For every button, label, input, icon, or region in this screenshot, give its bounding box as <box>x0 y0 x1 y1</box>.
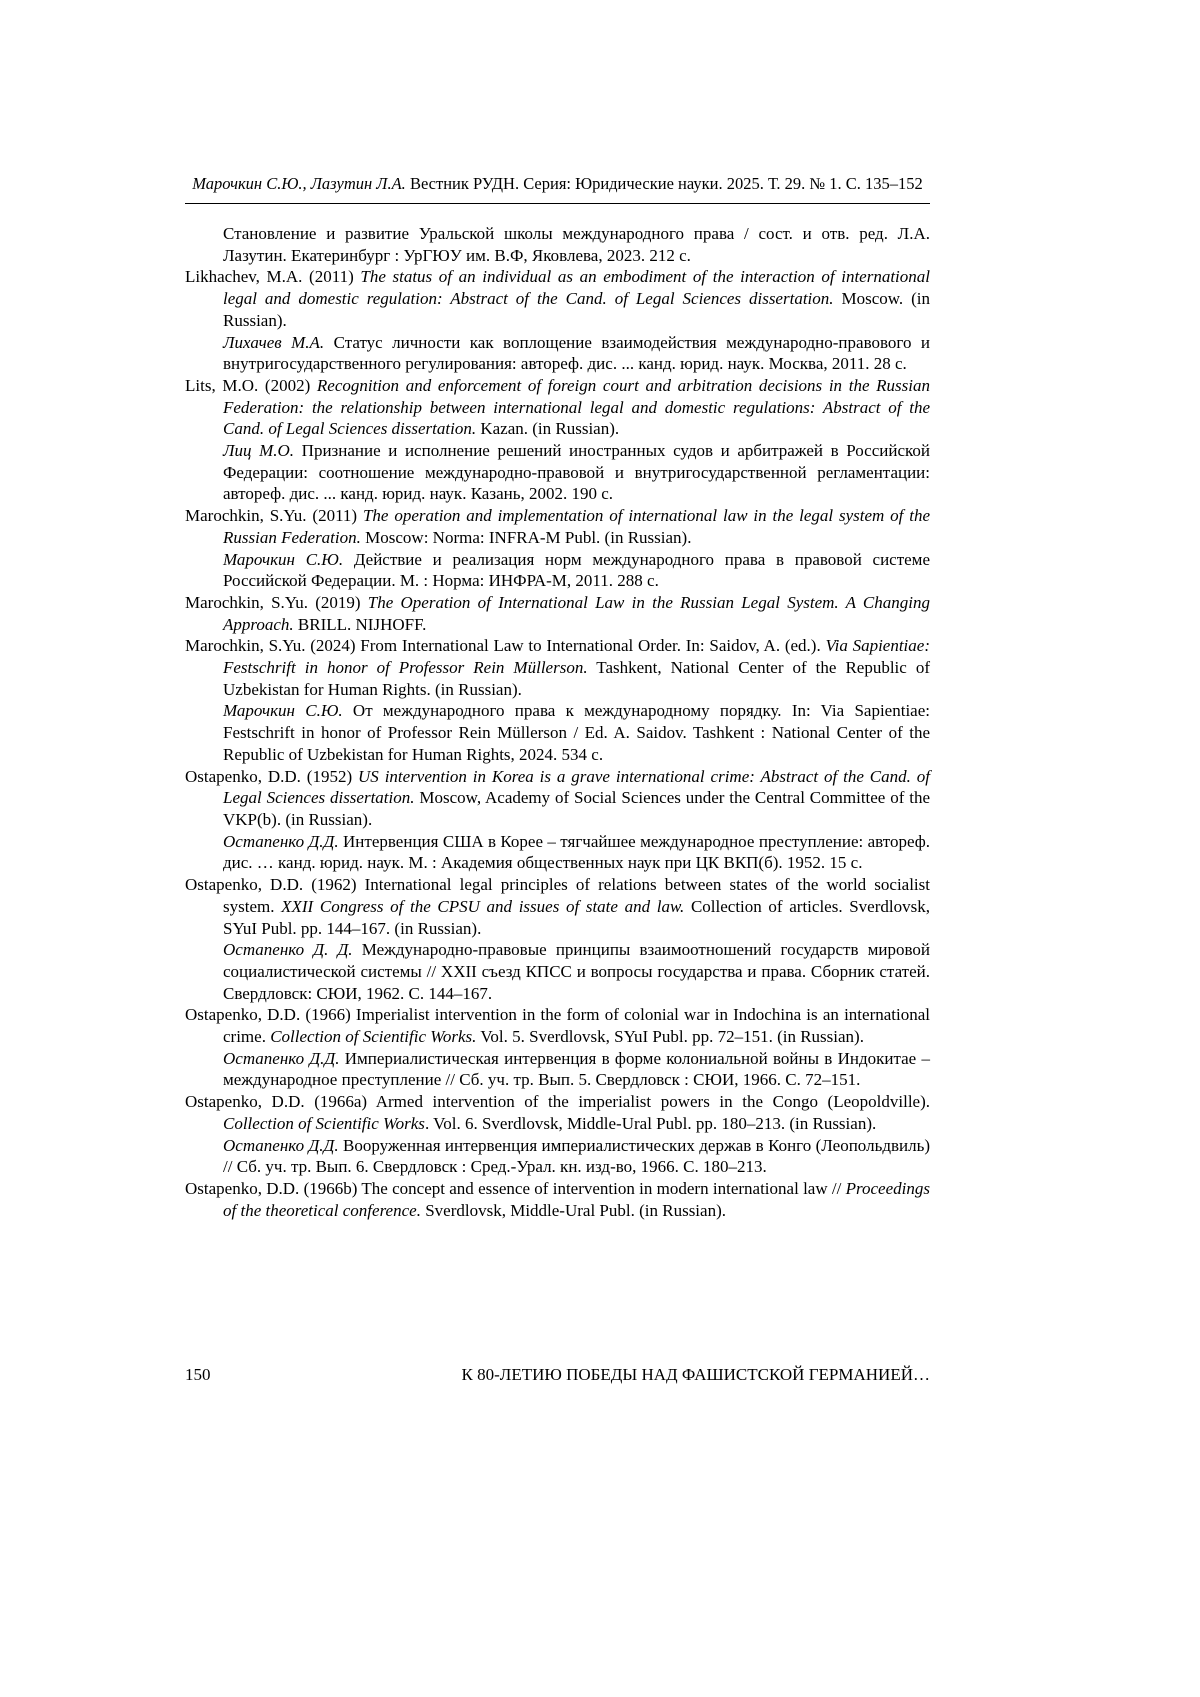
reference-italic-text: The operation and implementation of international law in the legal system of the Russian Federation. <box>223 506 930 547</box>
reference-italic-text: Proceedings of the theoretical conference. <box>223 1178 930 1220</box>
reference-italic-text: Collection of Scientific Works. <box>270 1027 477 1047</box>
reference-italic-text: The status of an individual as an embodiment of the interaction of international legal and domestic regulation: Abstract of the Cand. of Legal Sciences dissertation. <box>223 267 930 309</box>
reference-text: Kazan. (in Russian). <box>476 419 620 439</box>
reference-italic-text: Via Sapientiae: Festschrift in honor of Professor Rein Müllerson. <box>223 636 930 678</box>
reference-entry <box>185 375 930 440</box>
reference-text: Ostapenko, D.D. (1966b) The concept and essence of intervention in modern international law // <box>185 1178 846 1198</box>
header-rule <box>185 203 930 204</box>
reference-text: Likhachev, M.A. (2011) <box>185 267 361 287</box>
reference-italic-text: Лихачев М.А. <box>223 332 325 352</box>
reference-text: Marochkin, S.Yu. (2024) From International Law to International Order. In: Saidov, A. (ed.). <box>185 636 826 656</box>
reference-italic-text: Остапенко Д. Д. <box>223 940 353 960</box>
reference-text: Статус личности как воплощение взаимодействия международно-правового и внутригосударственного регулирования: автореф. дис. ... канд. юрид. наук. Москва, 2011. 28 с. <box>223 332 930 374</box>
reference-entry <box>185 1178 930 1221</box>
reference-text: Collection of articles. Sverdlovsk, SYuI Publ. pp. 144–167. (in Russian). <box>223 896 930 938</box>
reference-entry <box>185 1135 930 1178</box>
reference-entry <box>185 1004 930 1047</box>
reference-text: . Vol. 6. Sverdlovsk, Middle-Ural Publ. pp. 180–213. (in Russian). <box>424 1113 877 1133</box>
reference-italic-text: Recognition and enforcement of foreign court and arbitration decisions in the Russian Federation: the relationship between international legal and domestic regulations: Abstract of the Cand. of Legal Sciences dissertation. <box>223 375 930 439</box>
reference-entry <box>185 266 930 331</box>
reference-text: Tashkent, National Center of the Republic of Uzbekistan for Human Rights. (in Russian). <box>223 658 930 699</box>
reference-text: Действие и реализация норм международного права в правовой системе Российской Федерации. М. : Норма: ИНФРА-М, 2011. 288 с. <box>223 549 930 591</box>
reference-text: Marochkin, S.Yu. (2011) <box>185 506 363 526</box>
reference-text: Ostapenko, D.D. (1966) Imperialist intervention in the form of colonial war in Indochina is an international crime. <box>185 1005 930 1047</box>
reference-text: Ostapenko, D.D. (1966a) Armed intervention of the imperialist powers in the Congo (Leopoldville). <box>185 1092 930 1112</box>
reference-italic-text: US intervention in Korea is a grave international crime: Abstract of the Cand. of Legal Sciences dissertation. <box>223 766 930 808</box>
reference-text: Marochkin, S.Yu. (2019) <box>185 592 368 612</box>
reference-text: Moscow. (in Russian). <box>223 289 930 330</box>
reference-text: Vol. 5. Sverdlovsk, SYuI Publ. pp. 72–151. (in Russian). <box>476 1027 864 1047</box>
reference-entry <box>185 505 930 548</box>
reference-entry <box>185 831 930 874</box>
reference-text: Ostapenko, D.D. (1962) International legal principles of relations between states of the world socialist system. <box>185 875 930 916</box>
footer-page-number: 150 <box>185 1365 211 1384</box>
reference-entry <box>185 1091 930 1134</box>
reference-italic-text: Марочкин С.Ю. <box>223 701 343 721</box>
reference-text: Lits, M.O. (2002) <box>185 375 317 395</box>
reference-text: Признание и исполнение решений иностранных судов и арбитражей в Российской Федерации: соотношение международно-правовой и внутригосударственной регламентации: автореф. дис. ... канд. юрид. наук. Казань, 2002. 190 с. <box>223 441 930 504</box>
reference-entry <box>185 700 930 765</box>
reference-italic-text: Остапенко Д.Д. <box>223 1135 339 1155</box>
reference-italic-text: Collection of Scientific Works <box>223 1113 425 1133</box>
reference-text: Moscow: Norma: INFRA-M Publ. (in Russian). <box>360 527 692 547</box>
reference-italic-text: Остапенко Д.Д. <box>223 1048 340 1068</box>
page-footer <box>185 1364 930 1386</box>
reference-text: Moscow, Academy of Social Sciences under the Central Committee of the VKP(b). (in Russian). <box>223 788 931 829</box>
references-list <box>185 223 930 1221</box>
reference-entry <box>185 1048 930 1091</box>
reference-entry <box>185 635 930 700</box>
reference-entry <box>185 939 930 1004</box>
reference-text: BRILL. NIJHOFF. <box>293 614 427 634</box>
reference-text: Sverdlovsk, Middle-Ural Publ. (in Russian). <box>420 1200 726 1220</box>
reference-entry <box>185 440 930 505</box>
reference-italic-text: Остапенко Д.Д. <box>223 831 339 851</box>
reference-entry <box>185 766 930 831</box>
reference-entry <box>185 223 930 266</box>
reference-text: Интервенция США в Корее – тягчайшее международное преступление: автореф. дис. … канд. юрид. наук. М. : Академия общественных наук при ЦК ВКП(б). 1952. 15 с. <box>223 831 930 873</box>
reference-italic-text: The Operation of International Law in the Russian Legal System. A Changing Approach. <box>223 592 930 634</box>
reference-entry <box>185 592 930 635</box>
footer-running-title: К 80-ЛЕТИЮ ПОБЕДЫ НАД ФАШИСТСКОЙ ГЕРМАНИЕЙ… <box>461 1365 930 1384</box>
reference-text: От международного права к международному порядку. In: Via Sapientiae: Festschrift in honor of Professor Rein Müllerson / Ed. A. Saidov. Tashkent : National Center of the Republic of Uzbekistan for Human Rights, 2024. 534 с. <box>223 701 930 764</box>
reference-text: Становление и развитие Уральской школы международного права / сост. и отв. ред. Л.А. Лазутин. Екатеринбург : УрГЮУ им. В.Ф, Яковлева, 2023. 212 с. <box>223 224 930 265</box>
running-header <box>185 174 930 194</box>
reference-text: Империалистическая интервенция в форме колониальной войны в Индокитае – международное преступление // Сб. уч. тр. Вып. 5. Свердловск : СЮИ, 1966. С. 72–151. <box>223 1048 930 1090</box>
reference-entry <box>185 874 930 939</box>
reference-text: Вооруженная интервенция империалистических держав в Конго (Леопольдвиль) // Сб. уч. тр. Вып. 6. Свердловск : Сред.-Урал. кн. изд-во, 1966. С. 180–213. <box>223 1135 930 1177</box>
reference-entry <box>185 549 930 592</box>
reference-text: Международно-правовые принципы взаимоотношений государств мировой социалистической системы // XXII съезд КПСС и вопросы государства и права. Сборник статей. Свердловск: СЮИ, 1962. С. 144–167. <box>223 940 930 1003</box>
reference-entry <box>185 332 930 375</box>
reference-text: Ostapenko, D.D. (1952) <box>185 766 359 786</box>
header-authors: Марочкин С.Ю., Лазутин Л.А. <box>192 174 406 193</box>
header-journal-info: Вестник РУДН. Серия: Юридические науки. 2025. Т. 29. № 1. С. 135–152 <box>405 174 923 193</box>
reference-italic-text: Марочкин С.Ю. <box>223 549 344 569</box>
reference-italic-text: XXII Congress of the CPSU and issues of state and law. <box>281 896 685 916</box>
reference-italic-text: Лиц М.О. <box>223 441 295 461</box>
